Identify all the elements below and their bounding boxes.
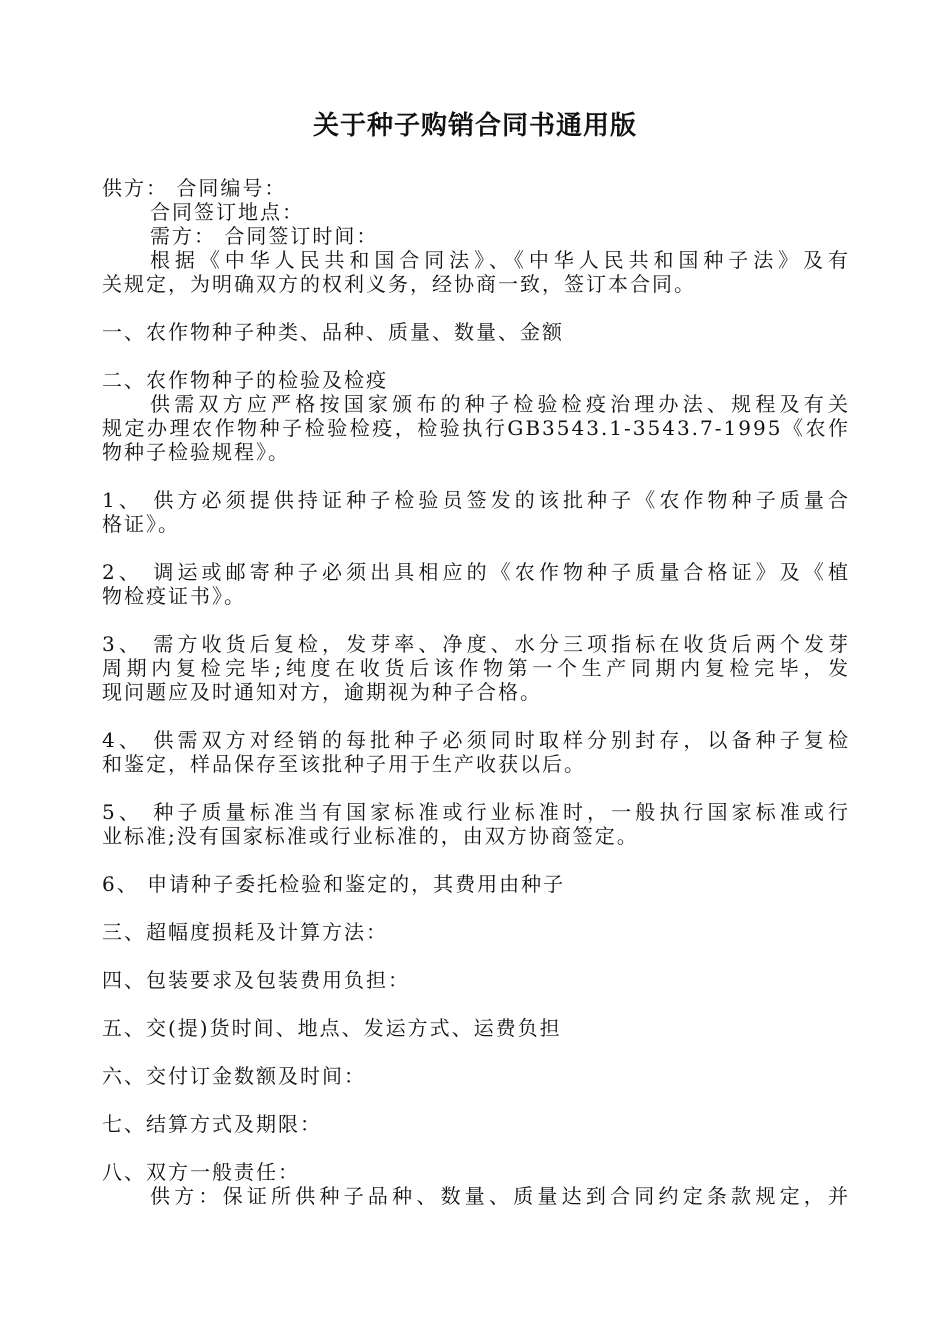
clause-line: 1、 供方必须提供持证种子检验员签发的该批种子《农作物种子质量合 (102, 488, 850, 512)
buyer-signing-time-line: 需方： 合同签订时间： (150, 224, 379, 248)
section-heading: 三、超幅度损耗及计算方法： (102, 920, 388, 944)
clause-line: 物检疫证书》。 (102, 584, 246, 608)
clause-line: 5、 种子质量标准当有国家标准或行业标准时，一般执行国家标准或行 (102, 800, 850, 824)
signing-place-line: 合同签订地点： (150, 200, 304, 224)
paragraph-line: 物种子检验规程》。 (102, 440, 290, 464)
clause-line: 和鉴定，样品保存至该批种子用于生产收获以后。 (102, 752, 586, 776)
clause-line: 格证》。 (102, 512, 180, 536)
clause-line: 业标准;没有国家标准或行业标准的，由双方协商签定。 (102, 824, 639, 848)
paragraph-line: 关规定，为明确双方的权利义务，经协商一致，签订本合同。 (102, 272, 696, 296)
paragraph-line: 供需双方应严格按国家颁布的种子检验检疫治理办法、规程及有关 (150, 392, 850, 416)
clause-line: 周期内复检完毕;纯度在收货后该作物第一个生产同期内复检完毕，发 (102, 656, 850, 680)
paragraph-line: 供方：保证所供种子品种、数量、质量达到合同约定条款规定，并 (150, 1184, 850, 1208)
section-heading: 一、农作物种子种类、品种、质量、数量、金额 (102, 320, 564, 344)
section-heading: 五、交(提)货时间、地点、发运方式、运费负担 (102, 1016, 562, 1040)
document-title: 关于种子购销合同书通用版 (312, 111, 637, 141)
clause-line: 3、 需方收货后复检，发芽率、净度、水分三项指标在收货后两个发芽 (102, 632, 850, 656)
clause-line: 2、 调运或邮寄种子必须出具相应的《农作物种子质量合格证》及《植 (102, 560, 850, 584)
section-heading: 二、农作物种子的检验及检疫 (102, 368, 388, 392)
document-body (102, 176, 850, 1208)
paragraph-line: 根据《中华人民共和国合同法》、《中华人民共和国种子法》及有 (150, 248, 850, 272)
clause-line: 6、 申请种子委托检验和鉴定的，其费用由种子 (102, 872, 566, 896)
paragraph-line: 规定办理农作物种子检验检疫，检验执行GB3543.1-3543.7-1995《农作 (102, 416, 850, 440)
section-heading: 四、包装要求及包装费用负担： (102, 968, 410, 992)
clause-line: 现问题应及时通知对方，逾期视为种子合格。 (102, 680, 542, 704)
section-heading: 六、交付订金数额及时间： (102, 1064, 366, 1088)
section-heading: 八、双方一般责任： (102, 1160, 300, 1184)
supplier-contract-no-line: 供方： 合同编号： (102, 176, 287, 200)
section-heading: 七、结算方式及期限： (102, 1112, 322, 1136)
clause-line: 4、 供需双方对经销的每批种子必须同时取样分别封存，以备种子复检 (102, 728, 850, 752)
